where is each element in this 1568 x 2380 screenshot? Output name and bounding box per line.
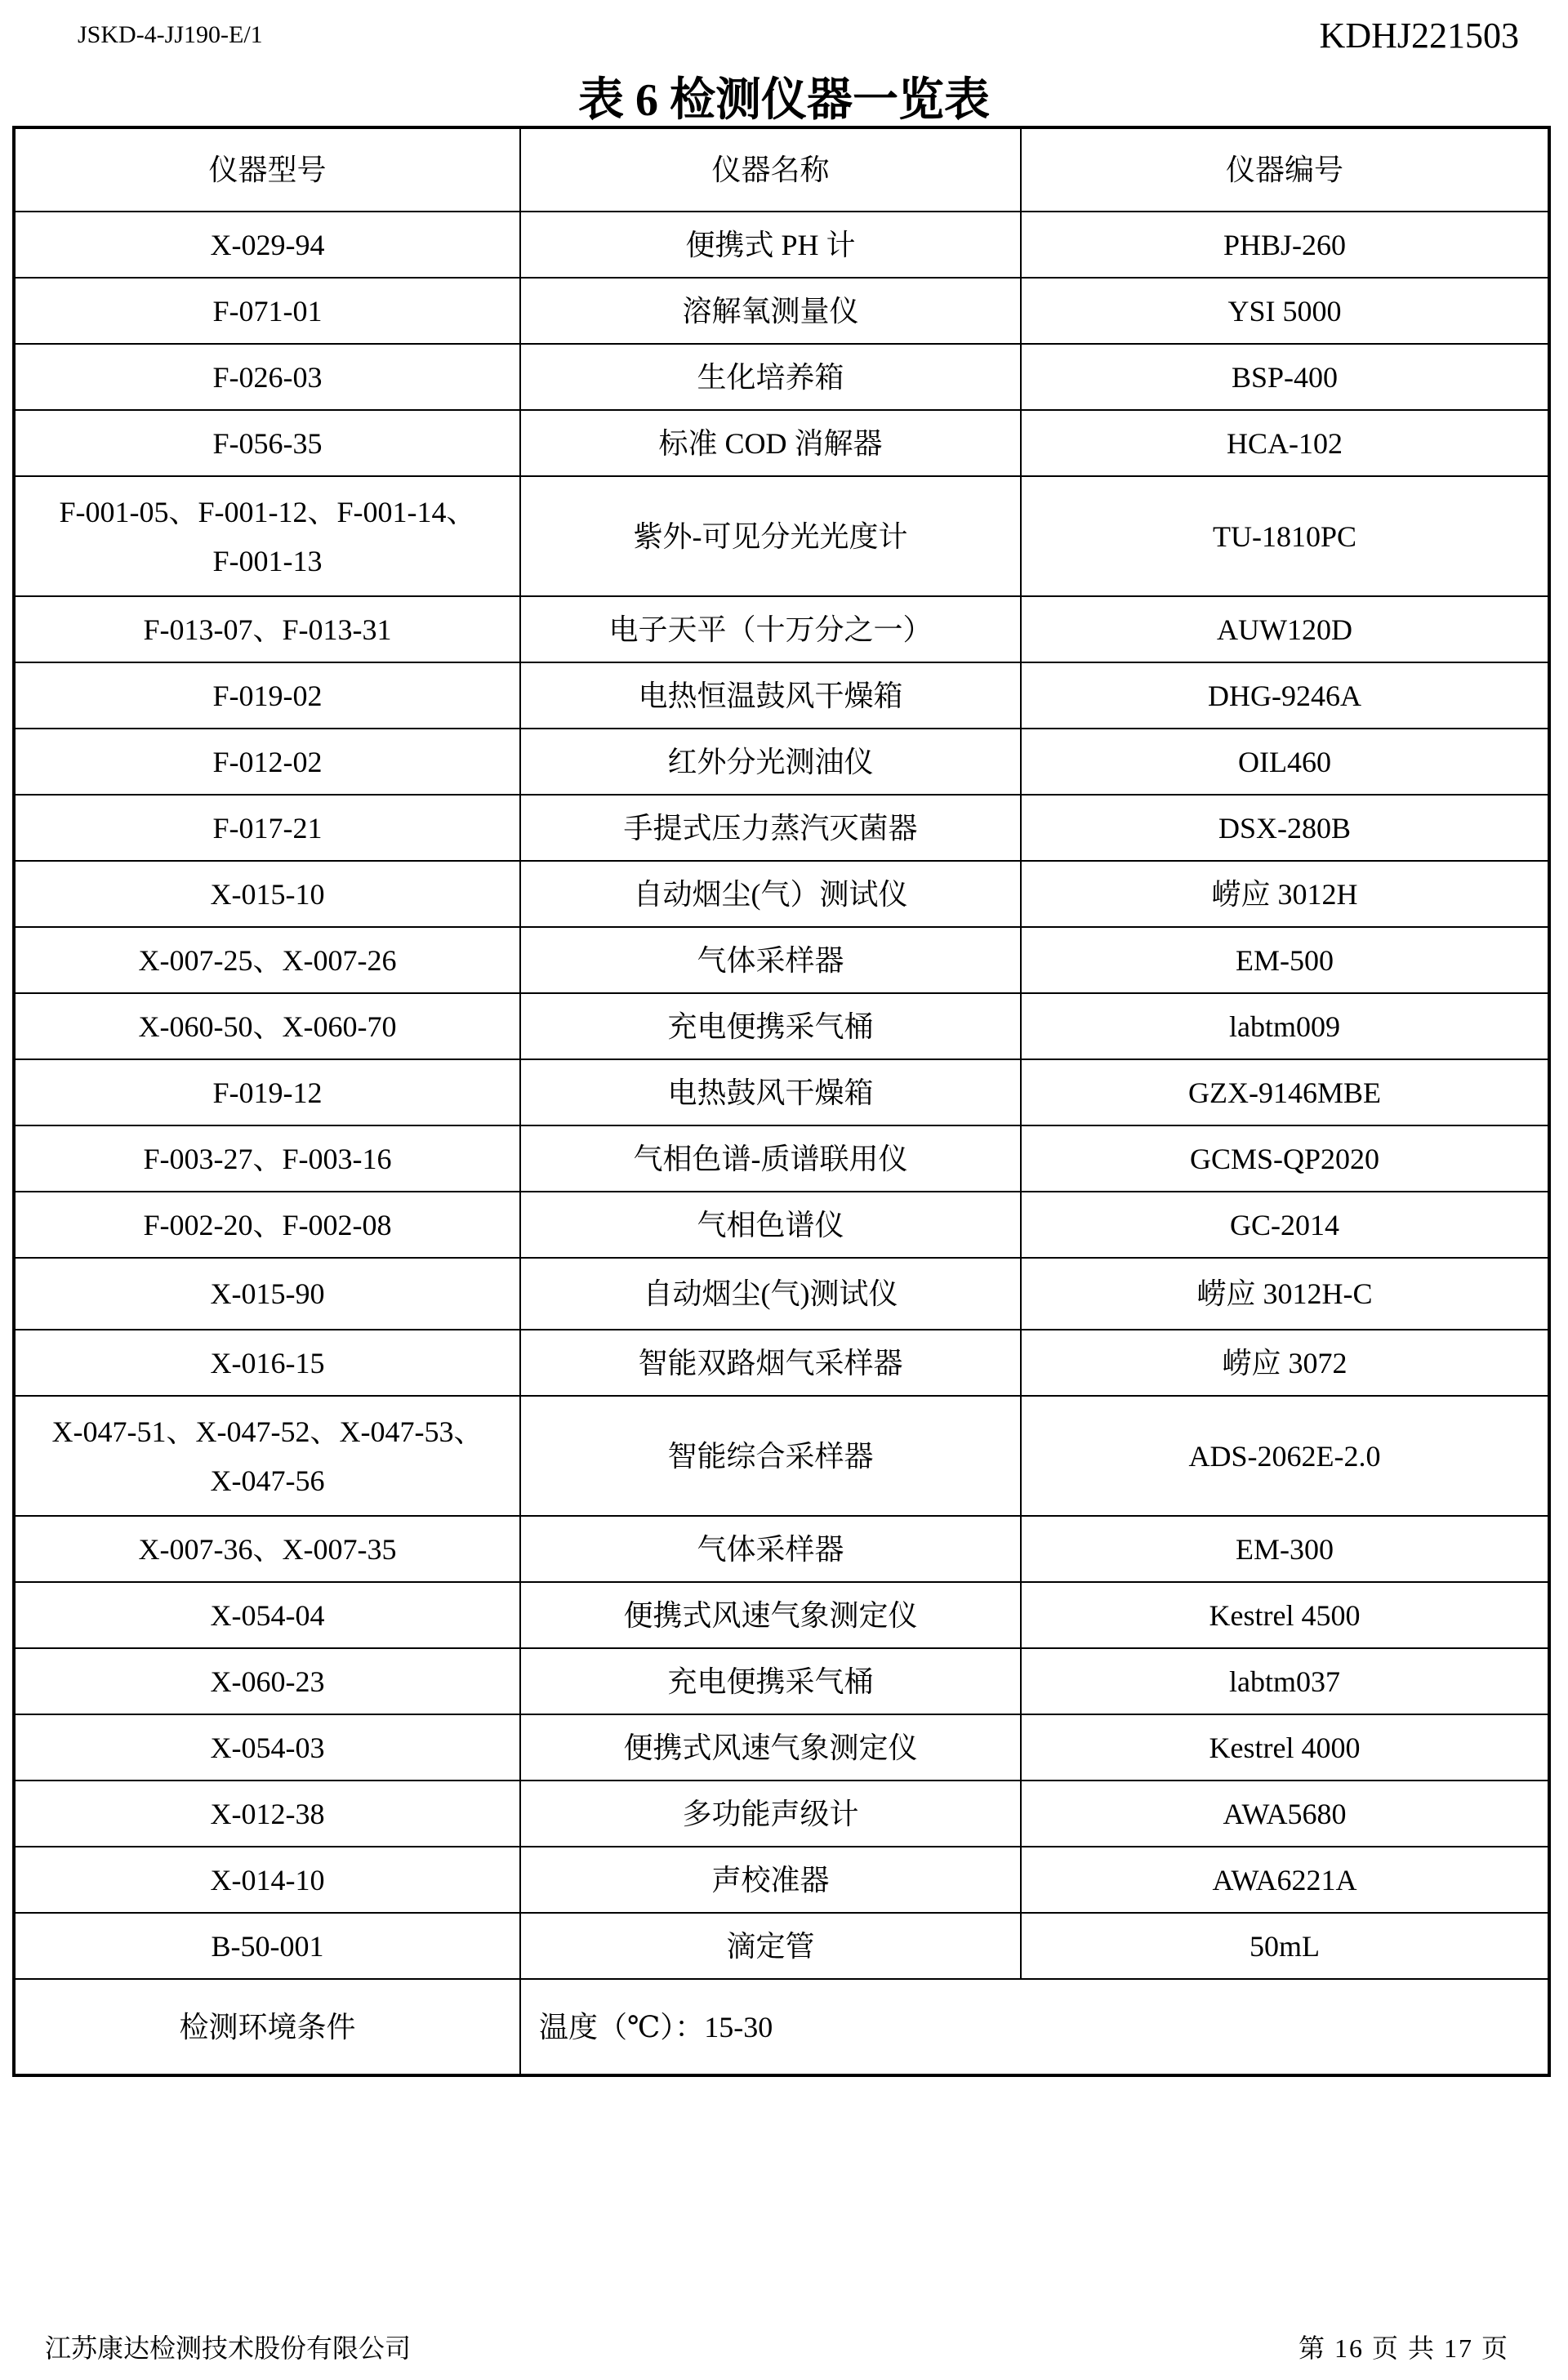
cell-name: 滴定管 bbox=[520, 1913, 1021, 1979]
table-row bbox=[14, 662, 1549, 729]
cell-name: 手提式压力蒸汽灭菌器 bbox=[520, 795, 1021, 861]
cell-name: 充电便携采气桶 bbox=[520, 993, 1021, 1059]
table-row bbox=[14, 729, 1549, 795]
cell-model: X-047-51、X-047-52、X-047-53、 X-047-56 bbox=[14, 1396, 520, 1516]
cell-number: labtm037 bbox=[1021, 1648, 1549, 1714]
cell-model: F-019-02 bbox=[14, 662, 520, 729]
page-number: 第 16 页 共 17 页 bbox=[1298, 2333, 1509, 2363]
cell-model: X-015-90 bbox=[14, 1258, 520, 1330]
cell-name: 便携式 PH 计 bbox=[520, 212, 1021, 278]
cell-number: PHBJ-260 bbox=[1021, 212, 1549, 278]
cell-model: F-002-20、F-002-08 bbox=[14, 1192, 520, 1258]
instrument-table bbox=[12, 126, 1551, 2077]
cell-number: EM-300 bbox=[1021, 1516, 1549, 1582]
table-row bbox=[14, 1847, 1549, 1913]
cell-model: F-056-35 bbox=[14, 410, 520, 476]
cell-name: 电子天平（十万分之一） bbox=[520, 596, 1021, 662]
cell-name: 溶解氧测量仪 bbox=[520, 278, 1021, 344]
cell-name: 多功能声级计 bbox=[520, 1781, 1021, 1847]
cell-number: Kestrel 4000 bbox=[1021, 1714, 1549, 1781]
cell-name: 智能综合采样器 bbox=[520, 1396, 1021, 1516]
table-row bbox=[14, 861, 1549, 927]
cell-number: BSP-400 bbox=[1021, 344, 1549, 410]
table-row bbox=[14, 212, 1549, 278]
table-row bbox=[14, 476, 1549, 596]
table-row bbox=[14, 1714, 1549, 1781]
cell-name: 紫外-可见分光光度计 bbox=[520, 476, 1021, 596]
cell-name: 气相色谱仪 bbox=[520, 1192, 1021, 1258]
column-header-number: 仪器编号 bbox=[1021, 127, 1549, 212]
cell-name: 声校准器 bbox=[520, 1847, 1021, 1913]
table-row bbox=[14, 1781, 1549, 1847]
column-header-model: 仪器型号 bbox=[14, 127, 520, 212]
column-header-name: 仪器名称 bbox=[520, 127, 1021, 212]
table-row bbox=[14, 993, 1549, 1059]
table-row bbox=[14, 1516, 1549, 1582]
cell-model: F-019-12 bbox=[14, 1059, 520, 1125]
cell-model: X-054-03 bbox=[14, 1714, 520, 1781]
cell-model: F-013-07、F-013-31 bbox=[14, 596, 520, 662]
cell-model: F-017-21 bbox=[14, 795, 520, 861]
cell-number: 50mL bbox=[1021, 1913, 1549, 1979]
cell-name: 红外分光测油仪 bbox=[520, 729, 1021, 795]
cell-model: X-014-10 bbox=[14, 1847, 520, 1913]
cell-number: 崂应 3012H bbox=[1021, 861, 1549, 927]
cell-number: GC-2014 bbox=[1021, 1192, 1549, 1258]
table-row bbox=[14, 1258, 1549, 1330]
company-name: 江苏康达检测技术股份有限公司 bbox=[45, 2333, 412, 2363]
table-row bbox=[14, 1582, 1549, 1648]
cell-name: 气相色谱-质谱联用仪 bbox=[520, 1125, 1021, 1192]
environment-value: 温度（℃）：15-30 bbox=[520, 1979, 1549, 2075]
cell-name: 生化培养箱 bbox=[520, 344, 1021, 410]
cell-number: labtm009 bbox=[1021, 993, 1549, 1059]
cell-number: OIL460 bbox=[1021, 729, 1549, 795]
table-row bbox=[14, 1648, 1549, 1714]
cell-number: 崂应 3072 bbox=[1021, 1330, 1549, 1396]
cell-model: F-003-27、F-003-16 bbox=[14, 1125, 520, 1192]
table-row bbox=[14, 596, 1549, 662]
cell-model: F-071-01 bbox=[14, 278, 520, 344]
cell-number: GCMS-QP2020 bbox=[1021, 1125, 1549, 1192]
table-row bbox=[14, 1125, 1549, 1192]
table-row bbox=[14, 1913, 1549, 1979]
cell-name: 智能双路烟气采样器 bbox=[520, 1330, 1021, 1396]
table-row bbox=[14, 1396, 1549, 1516]
cell-number: Kestrel 4500 bbox=[1021, 1582, 1549, 1648]
cell-model: F-001-05、F-001-12、F-001-14、 F-001-13 bbox=[14, 476, 520, 596]
table-header-row bbox=[14, 127, 1549, 212]
table-row bbox=[14, 1192, 1549, 1258]
table-row bbox=[14, 795, 1549, 861]
cell-number: AWA5680 bbox=[1021, 1781, 1549, 1847]
cell-name: 气体采样器 bbox=[520, 1516, 1021, 1582]
cell-model: X-012-38 bbox=[14, 1781, 520, 1847]
cell-number: EM-500 bbox=[1021, 927, 1549, 993]
cell-number: DHG-9246A bbox=[1021, 662, 1549, 729]
cell-number: AUW120D bbox=[1021, 596, 1549, 662]
cell-model: X-054-04 bbox=[14, 1582, 520, 1648]
table-row bbox=[14, 278, 1549, 344]
cell-name: 充电便携采气桶 bbox=[520, 1648, 1021, 1714]
cell-model: F-012-02 bbox=[14, 729, 520, 795]
cell-name: 电热恒温鼓风干燥箱 bbox=[520, 662, 1021, 729]
cell-model: B-50-001 bbox=[14, 1913, 520, 1979]
page-title: 表 6 检测仪器一览表 bbox=[578, 75, 990, 126]
document-code: JSKD-4-JJ190-E/1 bbox=[78, 21, 263, 48]
cell-number: AWA6221A bbox=[1021, 1847, 1549, 1913]
cell-name: 气体采样器 bbox=[520, 927, 1021, 993]
cell-name: 标准 COD 消解器 bbox=[520, 410, 1021, 476]
cell-number: 崂应 3012H-C bbox=[1021, 1258, 1549, 1330]
cell-number: YSI 5000 bbox=[1021, 278, 1549, 344]
cell-name: 电热鼓风干燥箱 bbox=[520, 1059, 1021, 1125]
environment-row bbox=[14, 1979, 1549, 2075]
table-row bbox=[14, 344, 1549, 410]
cell-number: HCA-102 bbox=[1021, 410, 1549, 476]
cell-model: X-007-25、X-007-26 bbox=[14, 927, 520, 993]
cell-model: X-060-23 bbox=[14, 1648, 520, 1714]
cell-name: 便携式风速气象测定仪 bbox=[520, 1582, 1021, 1648]
cell-model: X-007-36、X-007-35 bbox=[14, 1516, 520, 1582]
cell-number: ADS-2062E-2.0 bbox=[1021, 1396, 1549, 1516]
cell-model: F-026-03 bbox=[14, 344, 520, 410]
cell-name: 便携式风速气象测定仪 bbox=[520, 1714, 1021, 1781]
cell-name: 自动烟尘(气）测试仪 bbox=[520, 861, 1021, 927]
cell-name: 自动烟尘(气)测试仪 bbox=[520, 1258, 1021, 1330]
cell-model: X-060-50、X-060-70 bbox=[14, 993, 520, 1059]
cell-model: X-015-10 bbox=[14, 861, 520, 927]
table-row bbox=[14, 927, 1549, 993]
table-row bbox=[14, 410, 1549, 476]
cell-model: X-016-15 bbox=[14, 1330, 520, 1396]
cell-number: GZX-9146MBE bbox=[1021, 1059, 1549, 1125]
cell-model: X-029-94 bbox=[14, 212, 520, 278]
table-row bbox=[14, 1330, 1549, 1396]
environment-label: 检测环境条件 bbox=[14, 1979, 520, 2075]
report-number: KDHJ221503 bbox=[1319, 16, 1519, 56]
cell-number: TU-1810PC bbox=[1021, 476, 1549, 596]
table-row bbox=[14, 1059, 1549, 1125]
cell-number: DSX-280B bbox=[1021, 795, 1549, 861]
